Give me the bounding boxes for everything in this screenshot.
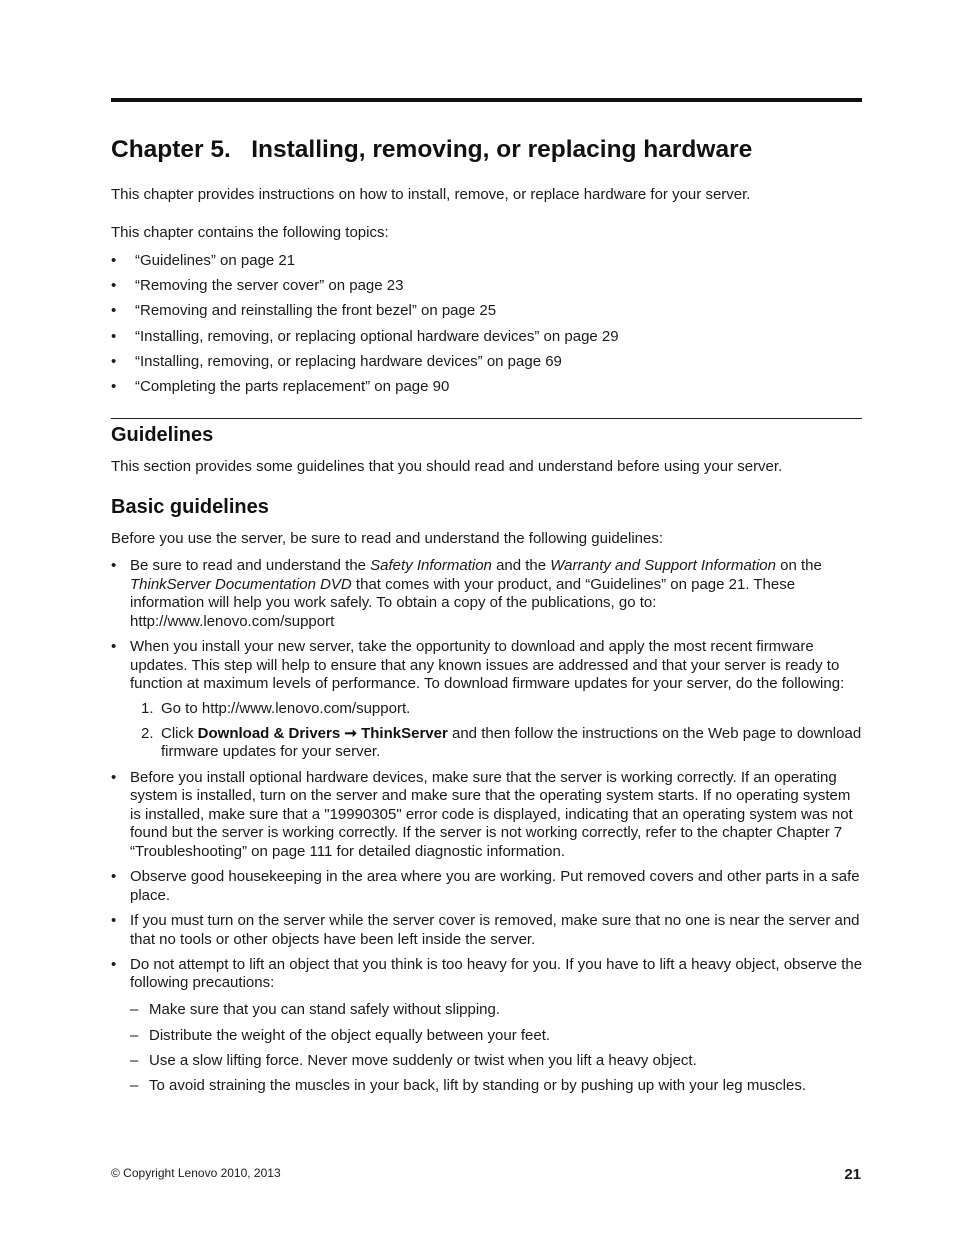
- guidelines-text: This section provides some guidelines that you should read and understand before using your server.: [111, 458, 783, 475]
- topic-link[interactable]: “Guidelines” on page 21: [135, 252, 296, 269]
- precautions-list: [130, 1001, 863, 1095]
- guideline-text: If you must turn on the server while the server cover is removed, make sure that no one is near the server and that no tools or other objects have been left inside the server.: [130, 911, 860, 948]
- guideline-text: Be sure to read and understand the: [130, 557, 371, 574]
- topic-item[interactable]: [111, 302, 619, 327]
- guideline-text: that comes with your product, and “Guidelines” on page 21. These information will help you work safely. To obtain a copy of the publications, go to:: [130, 575, 796, 612]
- guideline-text: Before you install optional hardware devices, make sure that the server is working correctly. If an operating system is installed, turn on the server and make sure that the operating system starts. If no operating system is installed, make sure that a "19990305" error code is displayed, indicating that an operating system was not found but the server is working correctly. If the server is not working correctly, refer to the chapter Chapter 7 “Troubleshooting” on page 111 for detailed diagnostic information.: [130, 768, 853, 860]
- menu-thinkserver[interactable]: ThinkServer: [361, 724, 448, 742]
- bullet: •: [111, 252, 117, 269]
- precaution-text: Use a slow lifting force. Never move suddenly or twist when you lift a heavy object.: [149, 1051, 697, 1069]
- doc-title: ThinkServer Documentation DVD: [130, 575, 352, 593]
- chapter-title: Chapter 5. Installing, removing, or replacing hardware: [111, 136, 753, 163]
- precaution-text: Distribute the weight of the object equally between your feet.: [149, 1026, 551, 1044]
- guideline-item: [111, 557, 863, 631]
- precaution-item: [130, 1027, 863, 1046]
- guideline-text: When you install your new server, take the opportunity to download and apply the most recent firmware updates. This step will help to ensure that any known issues are addressed and that your server is ready to function at maximum levels of performance. To download firmware updates for your server, do the following:: [130, 637, 845, 693]
- guideline-item: [111, 769, 863, 862]
- dash: –: [130, 1077, 139, 1094]
- support-link[interactable]: http://www.lenovo.com/support: [130, 612, 335, 630]
- dash: –: [130, 1026, 139, 1044]
- guideline-item: [111, 956, 863, 1096]
- topic-item[interactable]: [111, 277, 619, 302]
- bullet: •: [111, 868, 117, 886]
- bullet: •: [111, 911, 117, 929]
- guidelines-heading: Guidelines: [111, 424, 214, 446]
- topic-item[interactable]: [111, 353, 619, 378]
- step-text: Go to http://www.lenovo.com/support.: [161, 699, 411, 717]
- arrow-icon: ➞: [340, 724, 362, 742]
- step-number: 2.: [141, 724, 154, 742]
- precaution-item: [130, 1001, 863, 1020]
- chapter-intro: This chapter provides instructions on how to install, remove, or replace hardware for your server.: [111, 186, 751, 203]
- guideline-text: and the: [491, 557, 551, 574]
- guideline-item: [111, 868, 863, 905]
- menu-download-drivers[interactable]: Download & Drivers: [197, 724, 341, 742]
- bullet: •: [111, 768, 117, 786]
- precaution-text: To avoid straining the muscles in your back, lift by standing or by pushing up with your leg muscles.: [149, 1077, 806, 1094]
- topic-link[interactable]: “Removing and reinstalling the front bezel” on page 25: [135, 302, 497, 320]
- topic-item[interactable]: [111, 252, 619, 277]
- guidelines-list: [111, 557, 863, 1102]
- guideline-text: Do not attempt to lift an object that you think is too heavy for you. If you have to lift a heavy object, observe the following precautions:: [130, 955, 863, 992]
- step-text: Click: [161, 724, 198, 742]
- dash: –: [130, 1001, 139, 1019]
- topics-lead: This chapter contains the following topics:: [111, 224, 389, 241]
- bullet: •: [111, 277, 117, 295]
- bullet: •: [111, 637, 117, 655]
- doc-title: Safety Information: [370, 557, 492, 574]
- bullet: •: [111, 352, 117, 370]
- basic-guidelines-lead: Before you use the server, be sure to read and understand the following guidelines:: [111, 530, 664, 547]
- precaution-item: [130, 1077, 863, 1096]
- step-item: [130, 700, 863, 719]
- basic-guidelines-heading: Basic guidelines: [111, 496, 269, 518]
- topic-item[interactable]: [111, 378, 619, 403]
- bullet: •: [111, 955, 117, 973]
- doc-title: Warranty and Support Information: [550, 557, 776, 574]
- firmware-steps: [130, 700, 863, 762]
- precaution-text: Make sure that you can stand safely without slipping.: [149, 1001, 501, 1019]
- topic-link[interactable]: “Installing, removing, or replacing hardware devices” on page 69: [135, 352, 562, 370]
- topics-list: [111, 252, 619, 403]
- step-text: and then follow the instructions on the Web page to download firmware updates for your server.: [161, 724, 862, 761]
- guideline-item: [111, 638, 863, 762]
- guideline-text: Observe good housekeeping in the area where you are working. Put removed covers and other parts in a safe place.: [130, 868, 860, 904]
- topic-link[interactable]: “Completing the parts replacement” on page 90: [135, 377, 450, 395]
- bullet: •: [111, 302, 117, 320]
- step-item: [130, 725, 863, 762]
- bullet: •: [111, 377, 117, 395]
- guideline-item: [111, 912, 863, 949]
- guideline-text: on the: [775, 557, 822, 574]
- page-number: 21: [844, 1166, 861, 1183]
- topic-link[interactable]: “Installing, removing, or replacing optional hardware devices” on page 29: [135, 327, 619, 345]
- section-rule: [111, 418, 862, 419]
- bullet: •: [111, 557, 117, 574]
- copyright-notice: © Copyright Lenovo 2010, 2013: [111, 1166, 281, 1180]
- dash: –: [130, 1051, 139, 1069]
- bullet: •: [111, 327, 117, 345]
- precaution-item: [130, 1052, 863, 1071]
- topic-item[interactable]: [111, 328, 619, 353]
- chapter-top-rule: [111, 98, 862, 102]
- topic-link[interactable]: “Removing the server cover” on page 23: [135, 277, 404, 295]
- step-number: 1.: [141, 699, 154, 717]
